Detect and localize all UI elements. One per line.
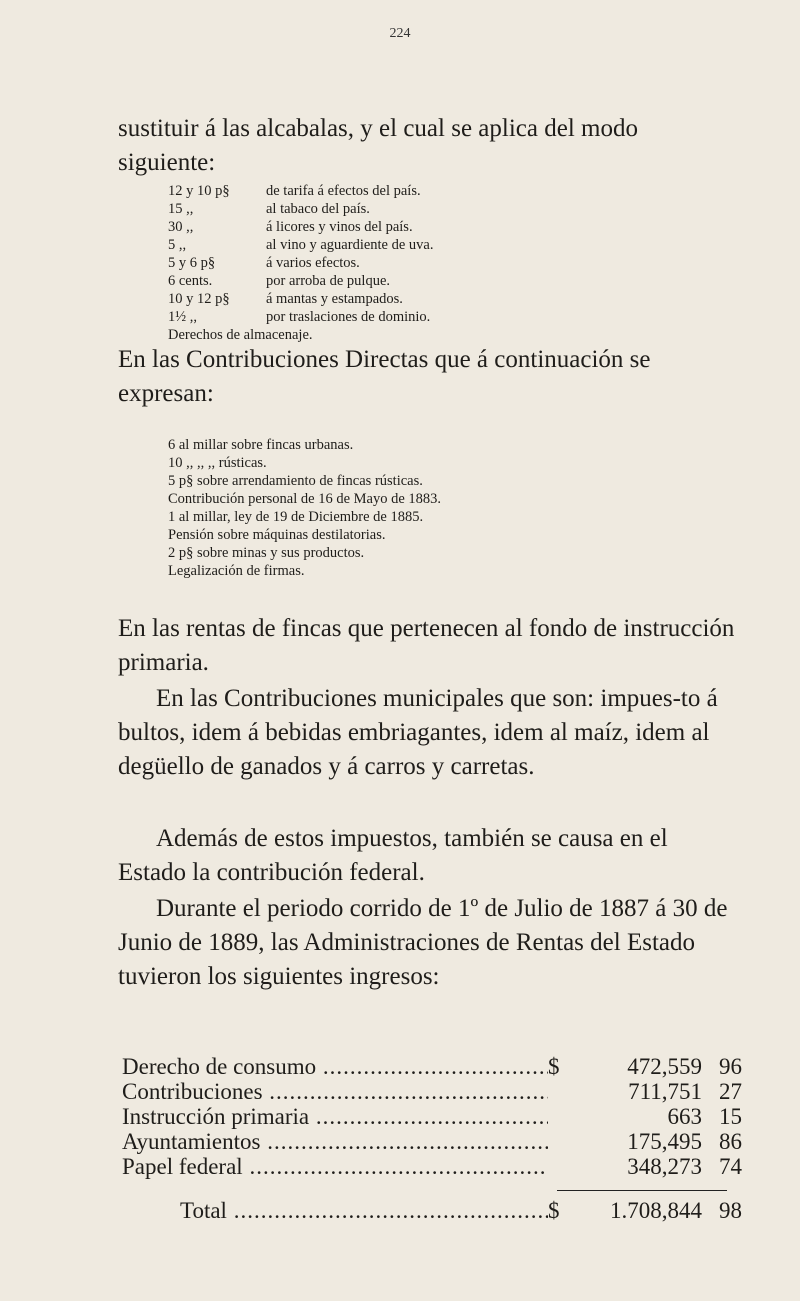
table-row — [122, 1129, 742, 1154]
directas-list — [168, 436, 728, 580]
table-row — [122, 1154, 742, 1179]
municipales-paragraph: En las Contribuciones municipales que son: impues-to á bultos, idem á bebidas embriagantes, idem al maíz, idem al degüello de ganados y á carros y carretas. — [118, 685, 718, 780]
tarifa-item — [168, 182, 728, 200]
total-cents: 98 — [719, 1198, 742, 1223]
tarifa-desc: al vino y aguardiente de uva. — [266, 237, 434, 253]
directas-item: 1 al millar, ley de 19 de Diciembre de 1885. — [168, 509, 424, 525]
directas-heading: En las Contribuciones Directas que á continuación se expresan: — [118, 346, 651, 407]
intro-paragraph: sustituir á las alcabalas, y el cual se aplica del modo siguiente: — [118, 115, 638, 176]
tarifa-item — [168, 218, 728, 236]
tarifa-item — [168, 290, 728, 308]
total-row — [180, 1198, 742, 1223]
tarifa-desc: á varios efectos. — [266, 255, 360, 271]
tarifa-desc: al tabaco del país. — [266, 201, 370, 217]
tarifa-item — [168, 326, 728, 344]
total-rule — [557, 1190, 727, 1191]
tarifa-list — [168, 182, 728, 344]
total-label: Total ..... — [180, 1198, 548, 1223]
tarifa-rate: 5 ,, — [168, 237, 187, 253]
tarifa-desc: á licores y vinos del país. — [266, 219, 413, 235]
row-amount: 472,559 — [627, 1054, 702, 1079]
total-amount: 1.708,844 — [610, 1198, 702, 1223]
tarifa-desc: por traslaciones de dominio. — [266, 309, 431, 325]
tarifa-item — [168, 200, 728, 218]
tarifa-desc: á mantas y estampados. — [266, 291, 403, 307]
tarifa-item — [168, 254, 728, 272]
directas-item: 6 al millar sobre fincas urbanas. — [168, 437, 354, 453]
row-label: Derecho de consumo ..... — [122, 1054, 548, 1079]
row-cents: 96 — [719, 1054, 742, 1079]
table-row — [122, 1079, 742, 1104]
directas-item: Contribución personal de 16 de Mayo de 1883. — [168, 491, 442, 507]
tarifa-rate: 30 ,, — [168, 219, 194, 235]
row-amount: 348,273 — [627, 1154, 702, 1179]
row-amount: 711,751 — [628, 1079, 702, 1104]
tarifa-rate: 15 ,, — [168, 201, 194, 217]
tarifa-rate: 12 y 10 p§ — [168, 183, 230, 199]
row-cents: 86 — [719, 1129, 742, 1154]
row-label: Papel federal ..... — [122, 1154, 548, 1179]
directas-item: Legalización de firmas. — [168, 563, 305, 579]
directas-item: 5 p§ sobre arrendamiento de fincas rústicas. — [168, 473, 423, 489]
row-label: Instrucción primaria ..... — [122, 1104, 548, 1129]
revenue-table — [122, 1054, 742, 1179]
tarifa-rate: 5 y 6 p§ — [168, 255, 216, 271]
row-cents: 74 — [719, 1154, 742, 1179]
row-amount: 175,495 — [627, 1129, 702, 1154]
row-currency: $ — [548, 1054, 560, 1079]
row-cents: 15 — [719, 1104, 742, 1129]
table-row — [180, 1198, 742, 1223]
row-cents: 27 — [719, 1079, 742, 1104]
page-number: 224 — [389, 26, 411, 41]
tarifa-item — [168, 308, 728, 326]
tarifa-rate: 1½ ,, — [168, 309, 197, 325]
tarifa-rate: 10 y 12 p§ — [168, 291, 230, 307]
row-amount: 663 — [667, 1104, 702, 1129]
tarifa-item — [168, 236, 728, 254]
tarifa-desc: por arroba de pulque. — [266, 273, 391, 289]
table-row — [122, 1104, 742, 1129]
directas-item: 2 p§ sobre minas y sus productos. — [168, 545, 365, 561]
federal-paragraph: Además de estos impuestos, también se causa en el Estado la contribución federal. — [118, 825, 668, 886]
tarifa-rate: 6 cents. — [168, 273, 213, 289]
rentas-paragraph: En las rentas de fincas que pertenecen al fondo de instrucción primaria. — [118, 615, 735, 676]
directas-item: Pensión sobre máquinas destilatorias. — [168, 527, 386, 543]
tarifa-desc: de tarifa á efectos del país. — [266, 183, 421, 199]
row-label: Ayuntamientos ..... — [122, 1129, 548, 1154]
tarifa-item — [168, 272, 728, 290]
directas-item: 10 ,, ,, ,, rústicas. — [168, 455, 267, 471]
table-row — [122, 1054, 742, 1079]
total-currency: $ — [548, 1198, 560, 1223]
tarifa-rate: Derechos de almacenaje. — [168, 327, 313, 343]
row-label: Contribuciones ..... — [122, 1079, 548, 1104]
ingresos-paragraph: Durante el periodo corrido de 1º de Julio de 1887 á 30 de Junio de 1889, las Administraciones de Rentas del Estado tuvieron los siguientes ingresos: — [118, 895, 728, 990]
